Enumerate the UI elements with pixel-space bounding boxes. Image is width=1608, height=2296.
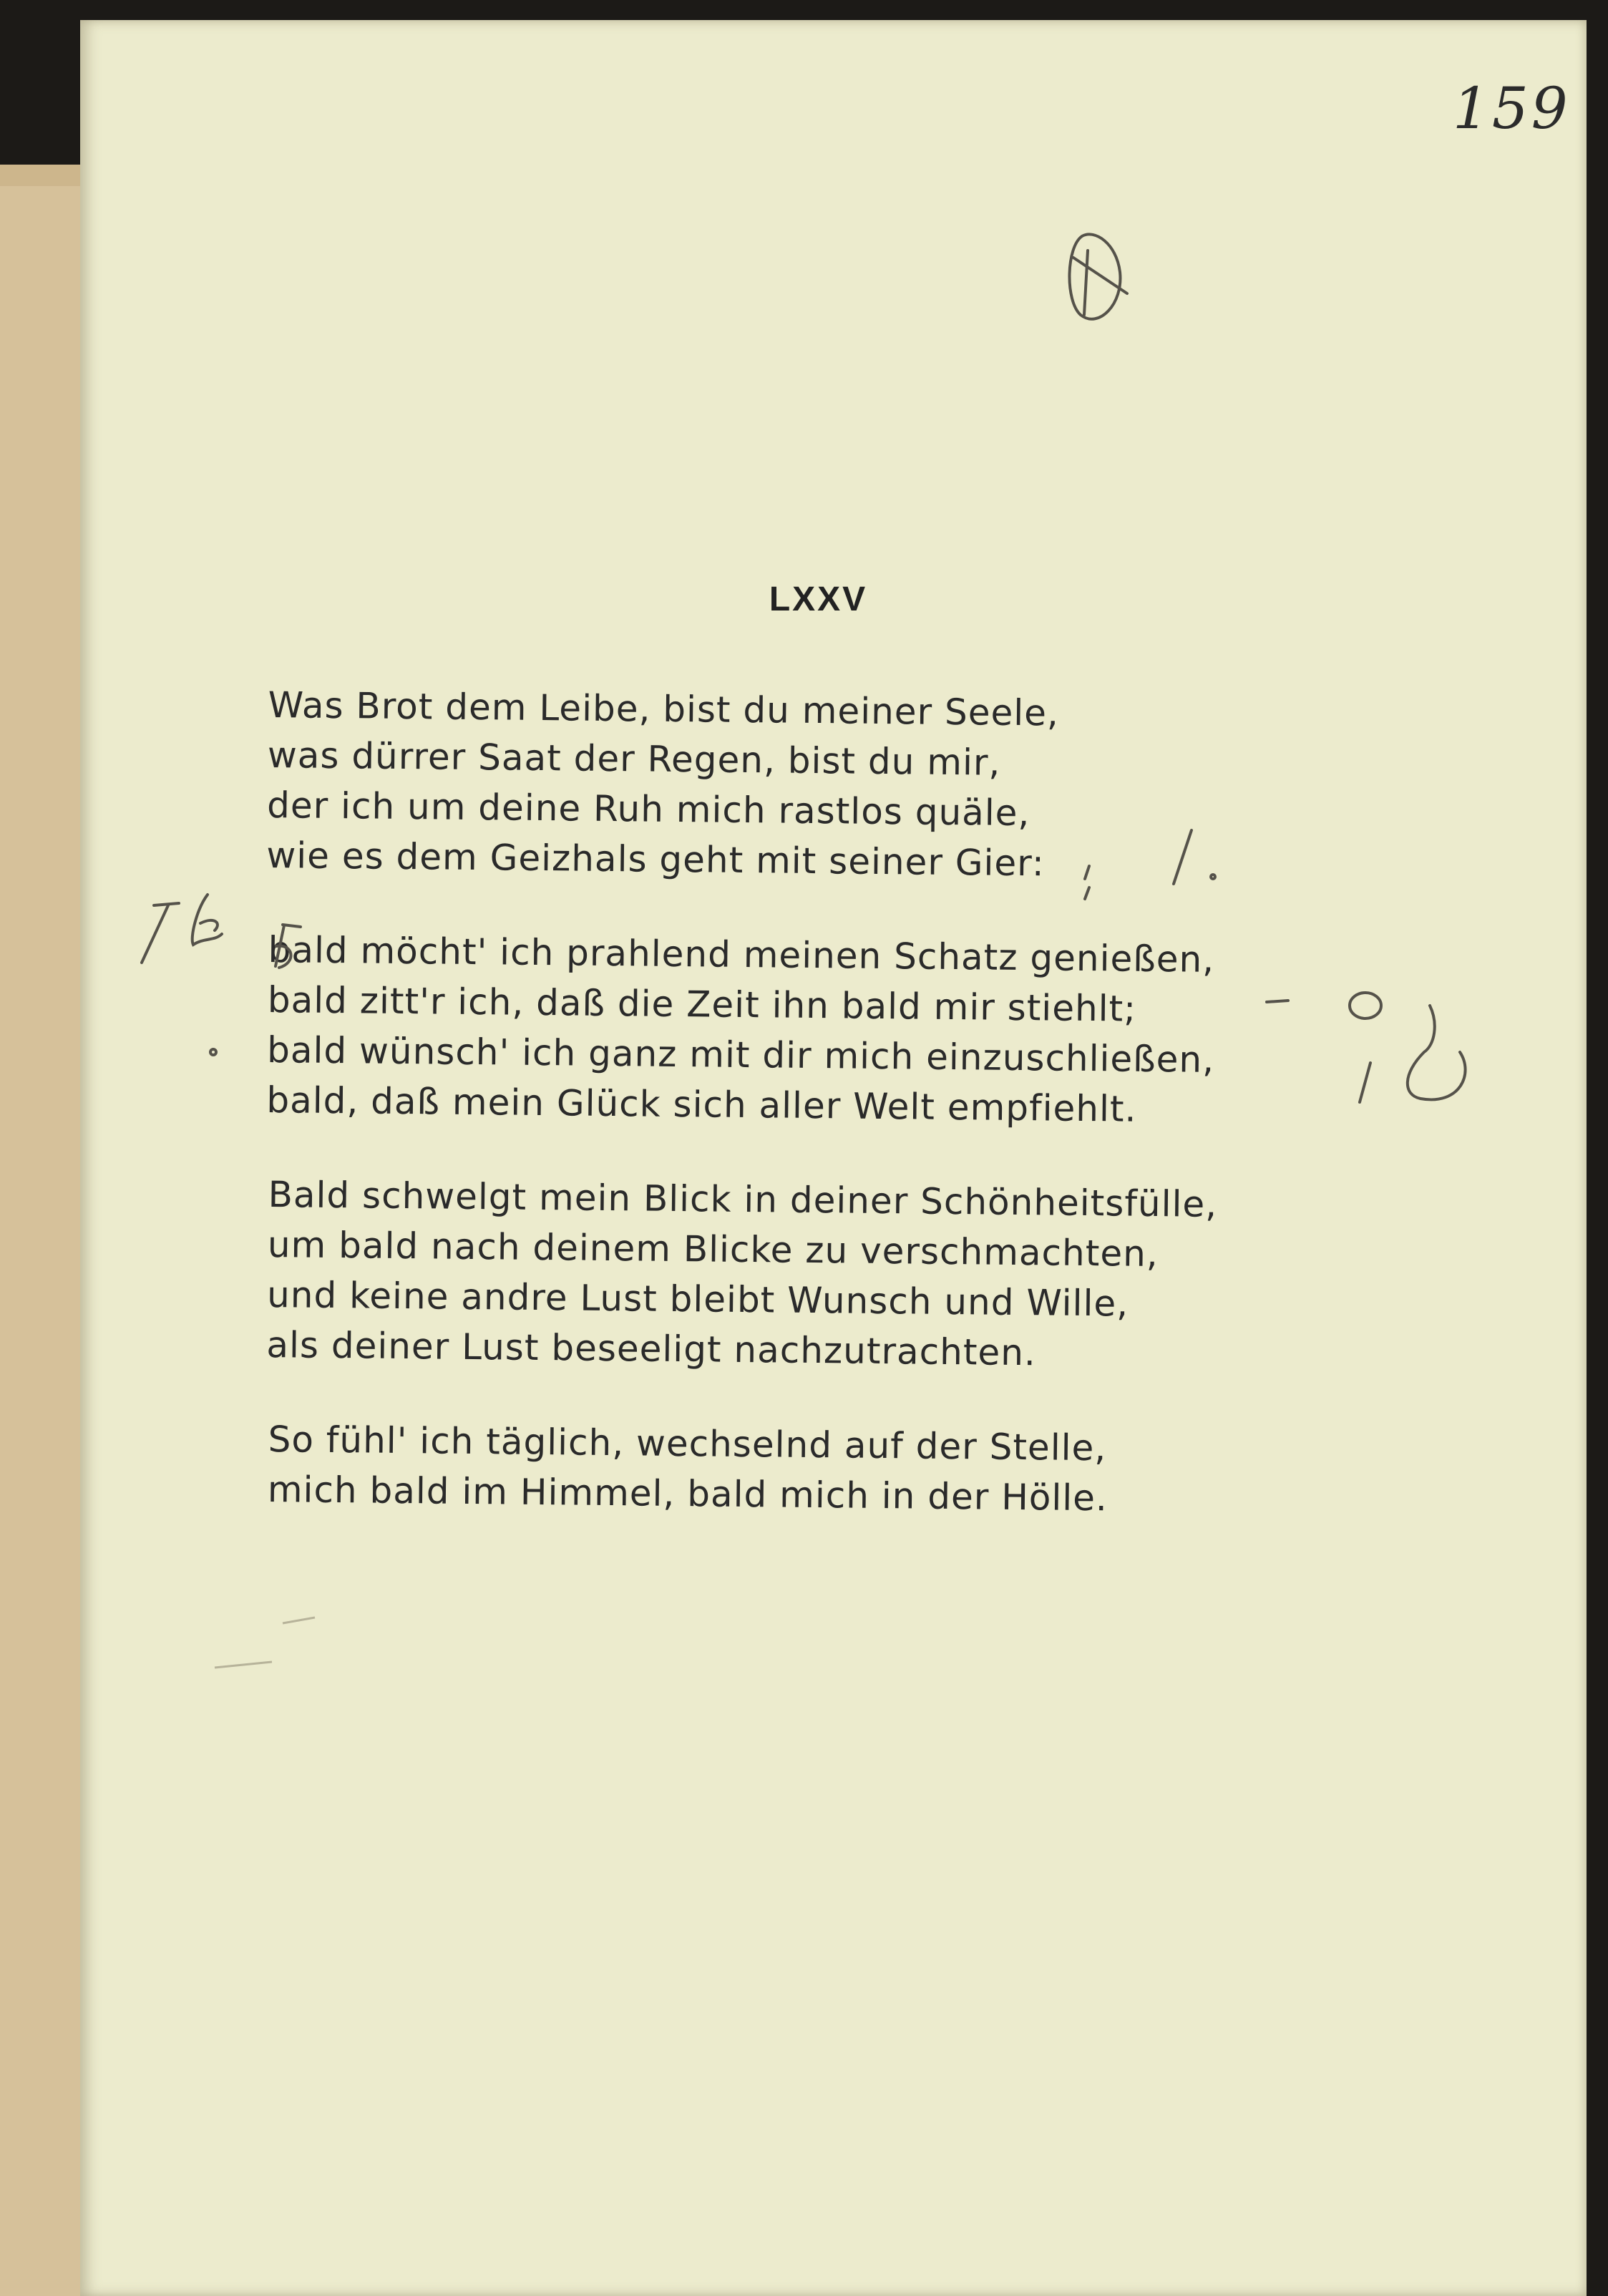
poem-line: Bald schwelgt mein Blick in deiner Schönheitsfülle,: [268, 1173, 1218, 1225]
poem-line: mich bald im Himmel, bald mich in der Hölle.: [267, 1468, 1108, 1519]
poem-body: [268, 680, 1306, 1559]
poem-title: LXXV: [769, 580, 868, 618]
poem-line: bald wünsch' ich ganz mit dir mich einzuschließen,: [266, 1028, 1215, 1081]
poem-line: So fühl' ich täglich, wechselnd auf der Stelle,: [268, 1418, 1107, 1469]
poem-line: wie es dem Geizhals geht mit seiner Gier:: [266, 834, 1046, 885]
poem-line: und keine andre Lust bleibt Wunsch und Wille,: [266, 1273, 1129, 1325]
poem-line: Was Brot dem Leibe, bist du meiner Seele,: [268, 684, 1060, 734]
stanza-4: [268, 1414, 1306, 1525]
poem-line: bald, daß mein Glück sich aller Welt empfiehlt.: [266, 1079, 1137, 1130]
stanza-3: [266, 1169, 1306, 1381]
page-number: 159: [1453, 75, 1571, 142]
poem-line: um bald nach deinem Blicke zu verschmachten,: [267, 1223, 1159, 1275]
poem-line: der ich um deine Ruh mich rastlos quäle,: [266, 784, 1030, 835]
stanza-1: [266, 680, 1306, 891]
stanza-2: [266, 925, 1306, 1136]
poem-line: bald zitt'r ich, daß die Zeit ihn bald mir stiehlt;: [267, 978, 1137, 1030]
poem-line: was dürrer Saat der Regen, bist du mir,: [267, 734, 1001, 784]
poem-line: bald möcht' ich prahlend meinen Schatz genießen,: [268, 928, 1215, 981]
poem-line: als deiner Lust beseeligt nachzutrachten.: [266, 1323, 1037, 1374]
